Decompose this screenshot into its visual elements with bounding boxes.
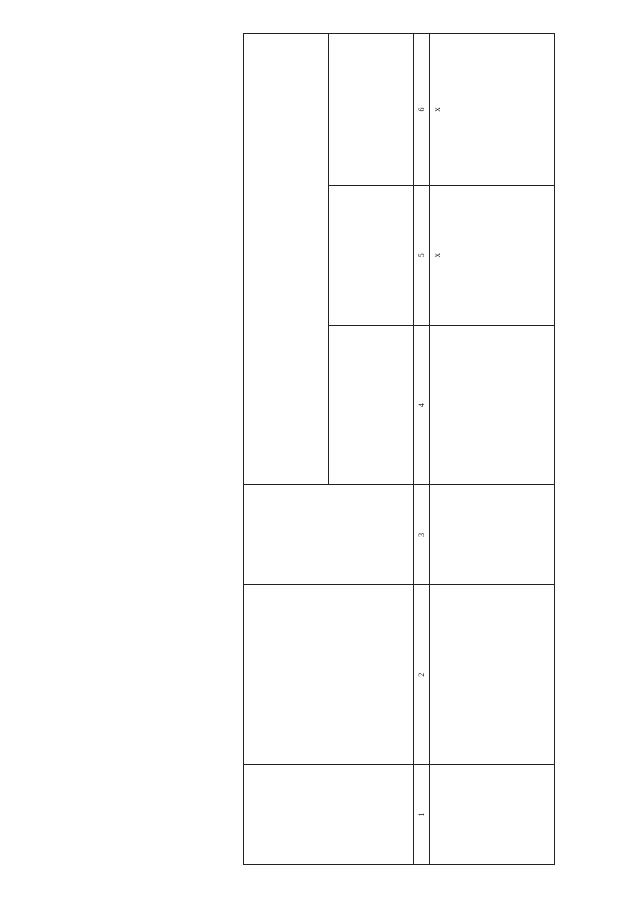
table-row (430, 34, 555, 865)
appendix-line (80, 55, 90, 305)
column-number: 4 (414, 325, 430, 485)
header-cell (329, 34, 414, 186)
table-cell (430, 585, 555, 765)
table-cell (430, 325, 555, 485)
table-cell: x (430, 185, 555, 325)
table-cell (430, 485, 555, 585)
table-header-row (244, 34, 329, 865)
appendix-line (50, 55, 60, 305)
appendix-line (70, 55, 80, 305)
header-cell (244, 585, 414, 765)
appendix-note (50, 55, 130, 305)
column-number: 3 (414, 485, 430, 585)
table-cell: x (430, 34, 555, 186)
appendix-line (120, 55, 130, 305)
document-title (168, 0, 202, 905)
appendix-line (90, 55, 100, 305)
deadlines-table (243, 33, 555, 865)
column-number-row (414, 34, 430, 865)
column-number: 6 (414, 34, 430, 186)
header-cell (329, 185, 414, 325)
column-number: 2 (414, 585, 430, 765)
column-number: 5 (414, 185, 430, 325)
appendix-line (110, 55, 120, 305)
title-line (185, 0, 202, 905)
appendix-line (100, 55, 110, 305)
table-cell (430, 765, 555, 865)
header-cell (244, 485, 414, 585)
header-cell (244, 765, 414, 865)
column-number: 1 (414, 765, 430, 865)
appendix-line (60, 55, 70, 305)
title-line (168, 0, 185, 905)
header-cell (329, 325, 414, 485)
header-group-cell (244, 34, 329, 485)
